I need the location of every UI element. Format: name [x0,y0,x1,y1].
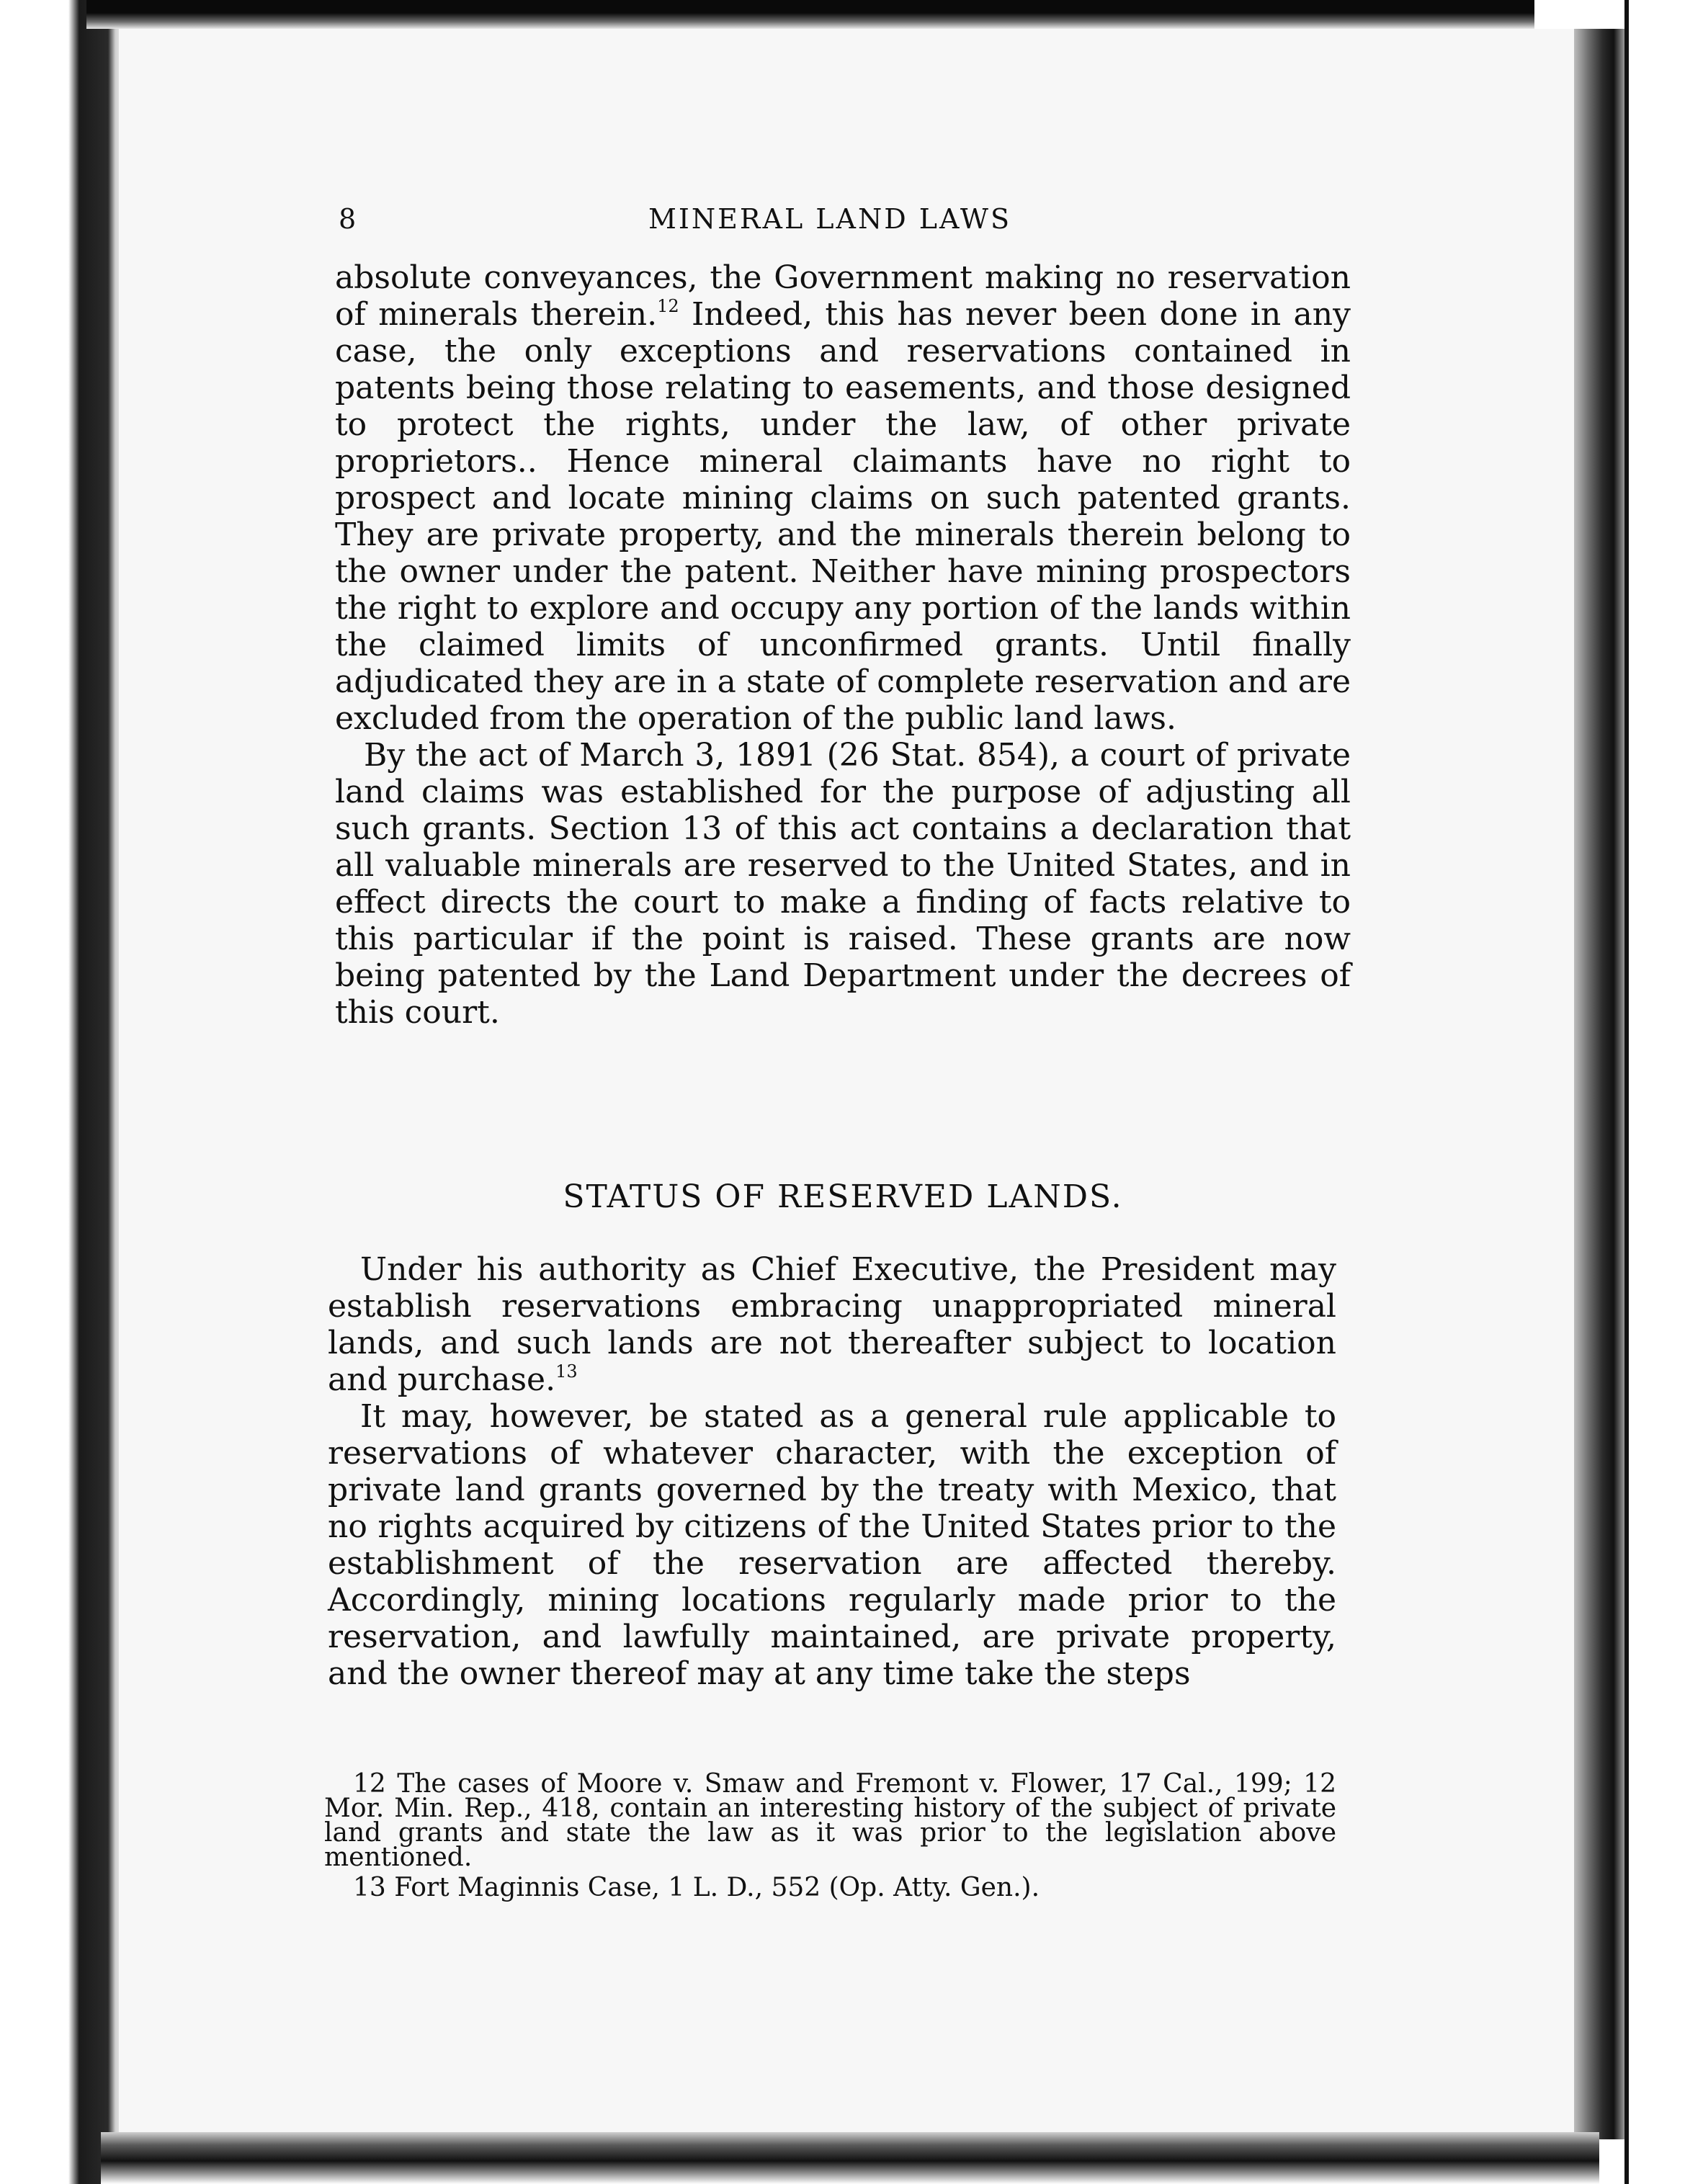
running-header [339,203,1376,246]
footnote-13: 13 Fort Maginnis Case, 1 L. D., 552 (Op. Atty. Gen.). [353,1873,1040,1902]
footnote-12: 12 The cases of Moore v. Smaw and Fremont v. Flower, 17 Cal., 199; 12 Mor. Min. Rep., 418, contain an interesting history of the subject of private land grants and state the law as it was prior to the legislation above mentioned. [324,1769,1336,1872]
paragraph-4: It may, however, be stated as a general rule applicable to reservations of whatever character, with the exception of private land grants governed by the treaty with Mexico, that no rights acquired by citizens of the United States prior to the establishment of the reservation are affected thereby. Accordingly, mining locations regularly made prior to the reservation, and lawfully maintained, are private property, and the owner thereof may at any time take the steps [328,1398,1336,1692]
running-title: MINERAL LAND LAWS [648,203,1011,235]
scan-border-left [0,0,126,2184]
paragraph-3: Under his authority as Chief Executive, the President may establish reservations embracing unappropriated mineral lands, and such lands are not thereafter subject to location and purchase.$^{13}$ [328,1251,1336,1398]
scan-border-bottom [101,2132,1599,2184]
footnotes [324,1769,1336,1906]
page-number: 8 [339,203,359,235]
body-text-section-1 [335,259,1351,1031]
footnote-ref-13: 13 [555,1361,578,1382]
scan-border-top [86,0,1534,29]
section-heading: STATUS OF RESERVED LANDS. [563,1178,1123,1215]
page-edge-shadow [1574,29,1624,2139]
body-text-section-2 [328,1251,1336,1692]
paragraph-1: absolute conveyances, the Government making no reservation of minerals therein.$^{12}$ Indeed, this has never been done in any case, the only exceptions and reservations contained in patents being those relating to easements, and those designed to protect the rights, under the law, of other private proprietors.. Hence mineral claimants have no right to prospect and locate mining claims on such patented grants. They are private property, and the minerals therein belong to the owner under the patent. Neither have mining prospectors the right to explore and occupy any portion of the lands within the claimed limits of unconfirmed grants. Until finally adjudicated they are in a state of complete reservation and are excluded from the operation of the public land laws. [335,259,1351,737]
paragraph-2: By the act of March 3, 1891 (26 Stat. 854), a court of private land claims was established for the purpose of adjusting all such grants. Section 13 of this act contains a declaration that all valuable minerals are reserved to the United States, and in effect directs the court to make a finding of facts relative to this particular if the point is raised. These grants are now being patented by the Land Department under the decrees of this court. [335,737,1351,1031]
facing-page-strip [1624,0,1703,2184]
footnote-ref-12: 12 [657,296,679,316]
